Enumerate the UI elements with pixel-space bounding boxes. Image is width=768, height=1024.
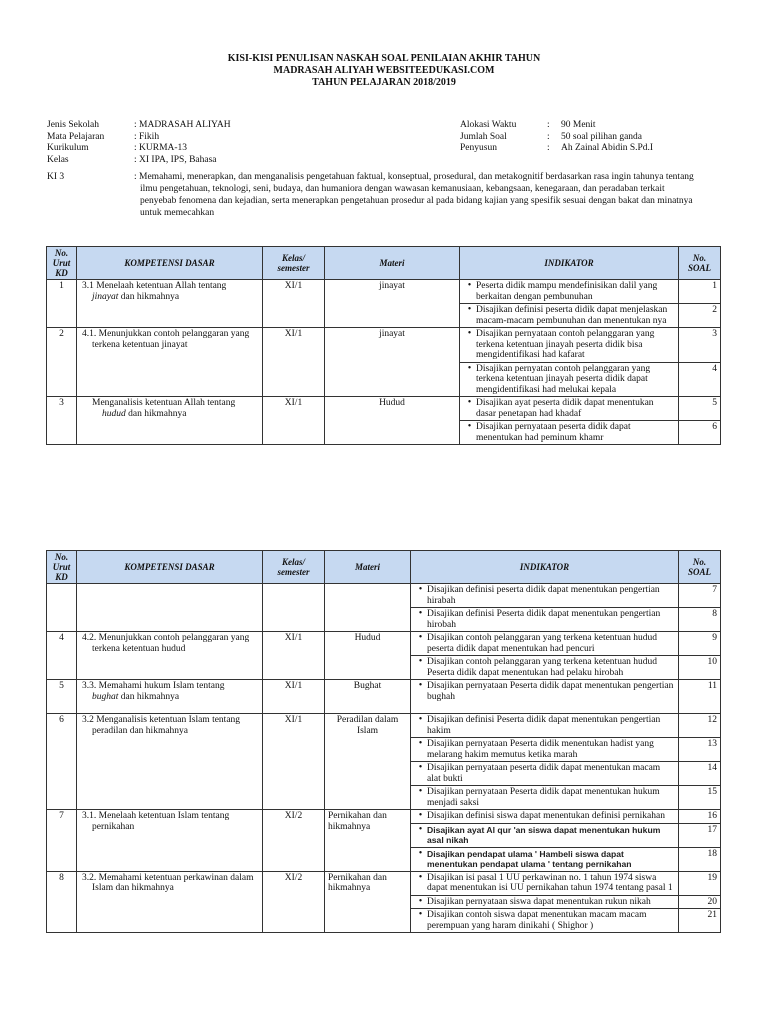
soal-number: 7 [679, 584, 721, 608]
indikator: • Disajikan pernyatan contoh pelanggaran yang terkena ketentuan jinayah peserta didik dapat mengidentifikasi had melukai kepala [460, 362, 679, 397]
kd-text: 3.3. Memahami hukum Islam tentang bughat dan hikmahnya [77, 680, 263, 714]
col-soal: No. SOAL [679, 551, 721, 584]
kisi-table-2 [46, 550, 721, 933]
col-indikator: INDIKATOR [460, 247, 679, 280]
indikator: • Disajikan definisi Peserta didik dapat menentukan pengertian hirobah [411, 608, 679, 632]
col-no: No. Urut KD [47, 551, 77, 584]
soal-number: 6 [679, 421, 721, 445]
kd-text: 3.2. Memahami ketentuan perkawinan dalam Islam dan hikmahnya [77, 871, 263, 933]
kd-text: 3.1 Menelaah ketentuan Allah tentang jinayat dan hikmahnya [77, 280, 263, 328]
table-row [47, 632, 721, 656]
indikator: • Disajikan contoh pelanggaran yang terkena ketentuan hudud peserta didik dapat menentukan had pencuri [411, 632, 679, 656]
soal-number: 9 [679, 632, 721, 656]
kd-number: 3 [47, 397, 77, 445]
soal-number: 1 [679, 280, 721, 304]
info-row: Alokasi Waktu : 90 Menit [460, 120, 596, 130]
soal-number: 20 [679, 895, 721, 909]
ki-text: : Memahami, menerapkan, dan menganalisis pengetahuan faktual, konseptual, prosedural, dan metakognitif berdasarkan rasa ingin tahunya tentang ilmu pengetahuan, teknologi, seni, budaya, dan humaniora dengan wawasan kemanusiaan, kebangsaan, kenegaraan, dan peradaban terkait penyebab fenomena dan kejadian, serta menerapkan pengetahuan prosedur al pada bidang kajian yang spesifik sesuai dengan bakat dan minatnya untuk memecahkan [134, 172, 694, 218]
table-header-row [47, 551, 721, 584]
kd-number: 5 [47, 680, 77, 714]
col-materi: Materi [325, 247, 460, 280]
indikator: • Disajikan definisi siswa dapat menentukan definisi pernikahan [411, 810, 679, 824]
indikator: • Disajikan definisi peserta didik dapat menjelaskan macam-macam pembunuhan dan menentukan nya [460, 304, 679, 328]
info-label: Penyusun [460, 143, 497, 153]
info-value: : MADRASAH ALIYAH [134, 120, 231, 130]
kelas: XI/2 [263, 871, 325, 933]
table-row [47, 280, 721, 304]
table-row [47, 714, 721, 738]
table-row [47, 397, 721, 421]
indikator: • Disajikan pernyataan peserta didik dapat menentukan macam alat bukti [411, 762, 679, 786]
soal-number: 12 [679, 714, 721, 738]
col-soal: No. SOAL [679, 247, 721, 280]
materi: Pernikahan dan hikmahnya [325, 810, 411, 872]
school-name: MADRASAH ALIYAH WEBSITEEDUKASI.COM [273, 65, 495, 76]
table-row [47, 810, 721, 824]
info-row [47, 120, 231, 132]
soal-number: 11 [679, 680, 721, 714]
info-label: Jenis Sekolah [47, 120, 99, 130]
info-label: Alokasi Waktu [460, 120, 517, 130]
kelas: XI/1 [263, 714, 325, 810]
kelas: XI/1 [263, 280, 325, 328]
col-kelas: Kelas/ semester [263, 247, 325, 280]
table-row [47, 680, 721, 714]
indikator: • Disajikan pernyataan Peserta didik dapat menentukan pengertian bughah [411, 680, 679, 714]
kd-text: 3.2 Menganalisis ketentuan Islam tentang peradilan dan hikmahnya [77, 714, 263, 810]
info-value: Ah Zainal Abidin S.Pd.I [561, 143, 654, 153]
table-row [47, 584, 721, 608]
soal-number: 10 [679, 656, 721, 680]
info-label: Jumlah Soal [460, 131, 507, 142]
soal-number: 18 [679, 847, 721, 871]
soal-number: 8 [679, 608, 721, 632]
indikator: • Disajikan ayat peserta didik dapat menentukan dasar penetapan had khadaf [460, 397, 679, 421]
ki-block [47, 171, 737, 219]
info-row [47, 132, 231, 144]
indikator: • Disajikan pernyataan Peserta didik dapat menentukan hukum menjadi saksi [411, 786, 679, 810]
info-right [460, 120, 653, 155]
indikator: • Disajikan pernyataan peserta didik dapat menentukan had peminum khamr [460, 421, 679, 445]
kelas: XI/1 [263, 632, 325, 680]
materi: Hudud [325, 397, 460, 445]
materi: jinayat [325, 280, 460, 328]
kelas: XI/2 [263, 810, 325, 872]
materi: Peradilan dalam Islam [325, 714, 411, 810]
soal-number: 15 [679, 786, 721, 810]
info-value: : KURMA-13 [134, 143, 188, 153]
info-left [47, 120, 231, 166]
kd-text: 3.1. Menelaah ketentuan Islam tentang pernikahan [77, 810, 263, 872]
indikator: • Peserta didik mampu mendefinisikan dalil yang berkaitan dengan pembunuhan [460, 280, 679, 304]
kd-number: 7 [47, 810, 77, 872]
doc-title: KISI-KISI PENULISAN NASKAH SOAL PENILAIAN AKHIR TAHUN [227, 53, 541, 64]
indikator: • Disajikan contoh pelanggaran yang terkena ketentuan hudud Peserta didik dapat menentukan had pelaku hirobah [411, 656, 679, 680]
soal-number: 2 [679, 304, 721, 328]
soal-number: 17 [679, 823, 721, 847]
col-kelas: Kelas/ semester [263, 551, 325, 584]
kelas: XI/1 [263, 328, 325, 397]
kd-number: 1 [47, 280, 77, 328]
indikator: • Disajikan definisi Peserta didik dapat menentukan pengertian hakim [411, 714, 679, 738]
materi: Bughat [325, 680, 411, 714]
kd-number: 4 [47, 632, 77, 680]
indikator: • Disajikan ayat Al qur 'an siswa dapat menentukan hukum asal nikah [411, 823, 679, 847]
materi: Hudud [325, 632, 411, 680]
soal-number: 19 [679, 871, 721, 895]
col-kompetensi: KOMPETENSI DASAR [77, 551, 263, 584]
kd-text: 4.2. Menunjukkan contoh pelanggaran yang terkena ketentuan hudud [77, 632, 263, 680]
soal-number: 3 [679, 328, 721, 363]
col-kompetensi: KOMPETENSI DASAR [77, 247, 263, 280]
col-materi: Materi [325, 551, 411, 584]
col-indikator: INDIKATOR [411, 551, 679, 584]
soal-number: 21 [679, 909, 721, 933]
materi: jinayat [325, 328, 460, 397]
info-value: : Fikih [134, 131, 160, 142]
indikator: • Disajikan pernyataan siswa dapat menentukan rukun nikah [411, 895, 679, 909]
table-row [47, 871, 721, 895]
table-header-row [47, 247, 721, 280]
kd-text: 4.1. Menunjukkan contoh pelanggaran yang terkena ketentuan jinayat [77, 328, 263, 397]
info-row: Penyusun : Ah Zainal Abidin S.Pd.I [460, 143, 654, 153]
indikator: • Disajikan definisi peserta didik dapat menentukan pengertian hirabah [411, 584, 679, 608]
kd-number: 2 [47, 328, 77, 397]
info-row [47, 155, 231, 167]
soal-number: 13 [679, 738, 721, 762]
indikator: • Disajikan contoh siswa dapat menentukan macam macam perempuan yang haram dinikahi ( Shighor ) [411, 909, 679, 933]
soal-number: 5 [679, 397, 721, 421]
info-label: Kurikulum [47, 143, 89, 153]
indikator: • Disajikan isi pasal 1 UU perkawinan no. 1 tahun 1974 siswa dapat menentukan isi UU pernikahan tahun 1974 tentang pasal 1 [411, 871, 679, 895]
info-label: Kelas [47, 154, 69, 165]
info-value: 90 Menit [561, 120, 596, 130]
info-row [47, 143, 231, 155]
ki-label: KI 3 [47, 172, 65, 182]
kisi-table-1 [46, 246, 721, 445]
kelas: XI/1 [263, 680, 325, 714]
table-row [47, 328, 721, 363]
col-no: No. Urut KD [47, 247, 77, 280]
kd-text: Menganalisis ketentuan Allah tentang hudud dan hikmahnya [77, 397, 263, 445]
kd-number: 8 [47, 871, 77, 933]
indikator: • Disajikan pendapat ulama ' Hambeli siswa dapat menentukan pendapat ulama ' tentang pernikahan [411, 847, 679, 871]
soal-number: 14 [679, 762, 721, 786]
kelas: XI/1 [263, 397, 325, 445]
soal-number: 16 [679, 810, 721, 824]
info-row: Jumlah Soal : 50 soal pilihan ganda [460, 131, 642, 142]
info-value: : XI IPA, IPS, Bahasa [134, 154, 217, 165]
academic-year: TAHUN PELAJARAN 2018/2019 [312, 77, 456, 88]
materi: Pernikahan dan hikmahnya [325, 871, 411, 933]
info-label: Mata Pelajaran [47, 131, 105, 142]
indikator: • Disajikan pernyataan contoh pelanggaran yang terkena ketentuan jinayah peserta didik bisa mengidentifikasi had kafarat [460, 328, 679, 363]
soal-number: 4 [679, 362, 721, 397]
indikator: • Disajikan pernyataan Peserta didik menentukan hadist yang melarang hakim memutus ketika marah [411, 738, 679, 762]
kd-number: 6 [47, 714, 77, 810]
info-value: 50 soal pilihan ganda [561, 131, 642, 142]
document-header [0, 53, 768, 89]
